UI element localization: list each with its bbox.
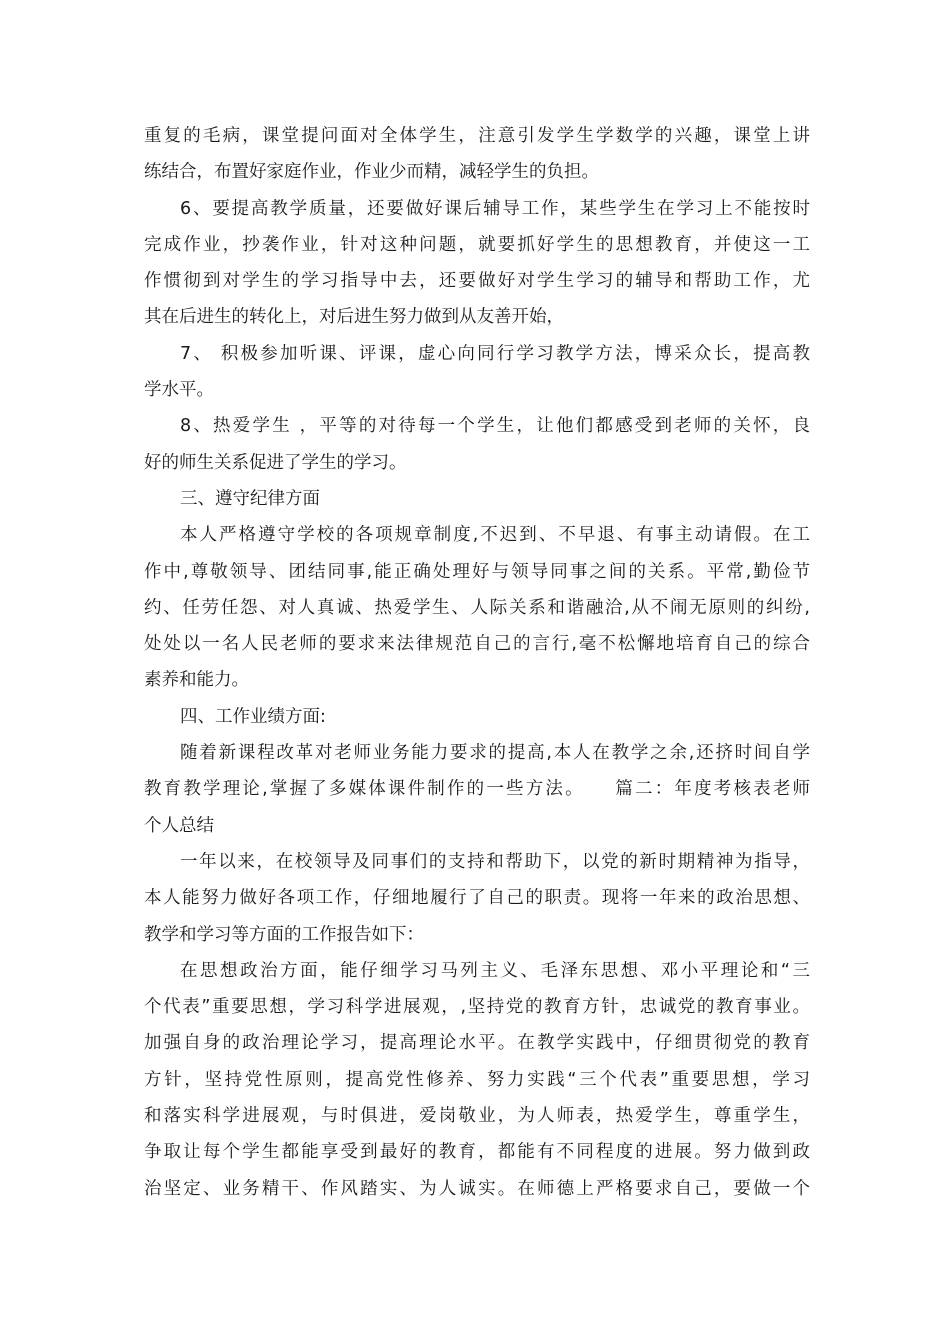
document-page	[144, 118, 810, 1207]
text-line: 争取让每个学生都能享受到最好的教育，都能有不同程度的进展。努力做到政	[144, 1142, 810, 1163]
text-line: 在思想政治方面，能仔细学习马列主义、毛泽东思想、邓小平理论和“三	[180, 960, 810, 981]
text-line: 个代表”重要思想，学习科学进展观，,坚持党的教育方针，忠诚党的教育事业。	[144, 997, 810, 1018]
text-line: 完成作业，抄袭作业，针对这种问题，就要抓好学生的思想教育，并使这一工	[144, 234, 810, 255]
text-line: 练结合，布置好家庭作业，作业少而精，减轻学生的负担。	[144, 162, 599, 183]
text-line: 重复的毛病，课堂提问面对全体学生，注意引发学生学数学的兴趣，课堂上讲	[144, 126, 810, 146]
text-line: 其在后进生的转化上，对后进生努力做到从友善开始，	[144, 307, 564, 328]
text-line: 8、热爱学生 ，平等的对待每一个学生，让他们都感受到老师的关怀，良	[180, 416, 810, 437]
text-line: 个人总结	[144, 815, 214, 836]
text-line: 本人严格遵守学校的各项规章制度,不迟到、不早退、有事主动请假。在工	[180, 525, 810, 546]
text-line: 6、要提高教学质量，还要做好课后辅导工作，某些学生在学习上不能按时	[180, 198, 810, 219]
text-line: 7、 积极参加听课、评课，虚心向同行学习教学方法，博采众长，提高教	[180, 343, 810, 364]
text-line: 好的师生关系促进了学生的学习。	[144, 452, 407, 473]
text-line: 四、工作业绩方面:	[180, 706, 326, 727]
text-line: 处处以一名人民老师的要求来法律规范自己的言行,毫不松懈地培育自己的综合	[144, 634, 810, 655]
text-line: 教学和学习等方面的工作报告如下：	[144, 924, 424, 945]
text-line: 一年以来，在校领导及同事们的支持和帮助下，以党的新时期精神为指导，	[180, 851, 810, 872]
text-line: 作惯彻到对学生的学习指导中去，还要做好对学生学习的辅导和帮助工作，尤	[144, 271, 810, 292]
text-line: 三、遵守纪律方面	[180, 488, 320, 509]
text-line: 素养和能力。	[144, 670, 249, 691]
text-line: 教育教学理论,掌握了多媒体课件制作的一些方法。 篇二：年度考核表老师	[144, 779, 810, 800]
text-line: 约、任劳任怨、对人真诚、热爱学生、人际关系和谐融洽,从不闹无原则的纠纷,	[144, 597, 810, 618]
text-line: 学水平。	[144, 380, 214, 401]
text-line: 治坚定、业务精干、作风踏实、为人诚实。在师德上严格要求自己，要做一个	[144, 1178, 810, 1199]
text-line: 本人能努力做好各项工作，仔细地履行了自己的职责。现将一年来的政治思想、	[144, 888, 810, 909]
text-line: 作中,尊敬领导、团结同事,能正确处理好与领导同事之间的关系。平常,勤俭节	[144, 561, 810, 582]
text-line: 和落实科学进展观，与时俱进，爱岗敬业，为人师表，热爱学生，尊重学生，	[144, 1106, 810, 1127]
text-line: 方针，坚持党性原则，提高党性修养、努力实践“三个代表”重要思想，学习	[144, 1069, 810, 1090]
text-line: 加强自身的政治理论学习，提高理论水平。在教学实践中，仔细贯彻党的教育	[144, 1033, 810, 1054]
text-line: 随着新课程改革对老师业务能力要求的提高,本人在教学之余,还挤时间自学	[180, 743, 810, 764]
